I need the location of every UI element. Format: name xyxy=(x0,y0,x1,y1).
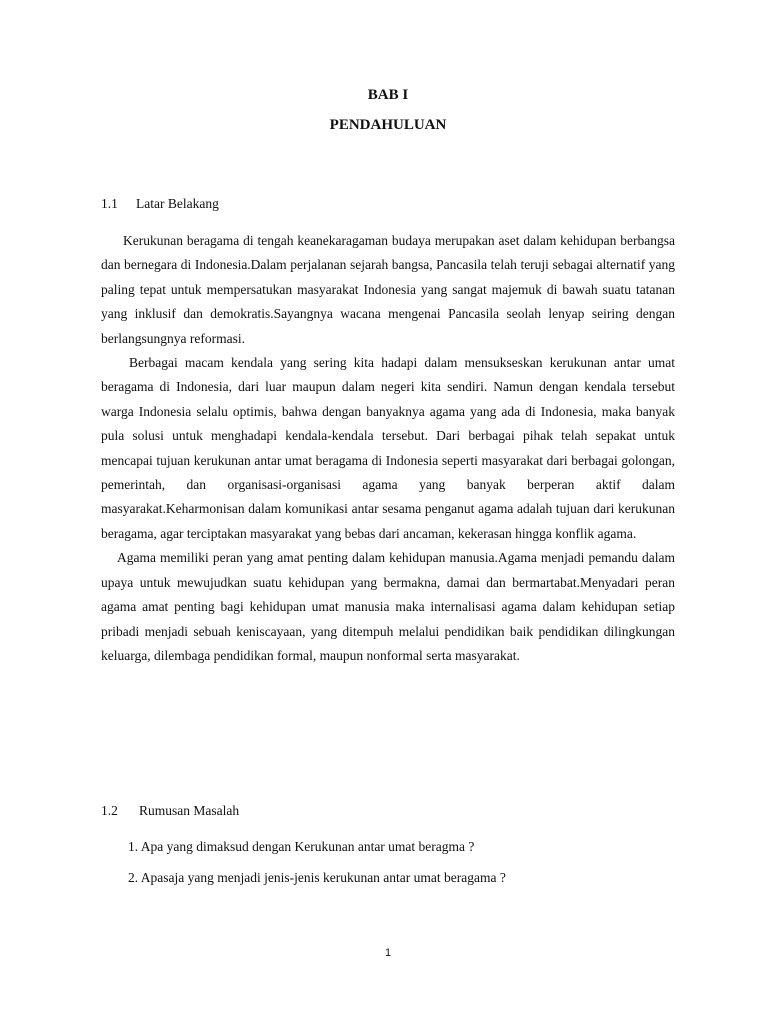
section-number: 1.1 xyxy=(101,196,118,211)
paragraph: Berbagai macam kendala yang sering kita hadapi dalam mensukseskan kerukunan antar umat beragama di Indonesia, dari luar maupun dalam negeri kita sendiri. Namun dengan kendala tersebut warga Indonesia selalu optimis, bahwa dengan banyaknya agama yang ada di Indonesia, maka banyak pula solusi untuk menghadapi kendala-kendala tersebut. Dari berbagai pihak telah sepakat untuk mencapai tujuan kerukunan antar umat beragama di Indonesia seperti masyarakat dari berbagai golongan, pemerintah, dan organisasi-organisasi agama yang banyak berperan aktif dalam masyarakat.Keharmonisan dalam komunikasi antar sesama penganut agama adalah tujuan dari kerukunan beragama, agar terciptakan masyarakat yang bebas dari ancaman, kekerasan hingga konflik agama. xyxy=(101,355,675,541)
section-number: 1.2 xyxy=(101,803,118,818)
paragraph: Agama memiliki peran yang amat penting dalam kehidupan manusia.Agama menjadi pemandu dalam upaya untuk mewujudkan suatu kehidupan yang bermakna, damai dan bermartabat.Menyadari peran agama amat penting bagi kehidupan umat manusia maka internalisasi agama dalam kehidupan setiap pribadi menjadi sebuah keniscayaan, yang ditempuh melalui pendidikan baik pendidikan dilingkungan keluarga, dilembaga pendidikan formal, maupun nonformal serta masyarakat. xyxy=(101,550,675,663)
section-heading-1-2 xyxy=(101,803,239,819)
chapter-number: BAB I xyxy=(367,87,409,103)
chapter-title: PENDAHULUAN xyxy=(329,117,447,133)
list-item: 1. Apa yang dimaksud dengan Kerukunan antar umat beragma ? xyxy=(128,839,475,854)
problem-list xyxy=(128,839,506,901)
page-number: 1 xyxy=(384,947,392,959)
list-item: 2. Apasaja yang menjadi jenis-jenis kerukunan antar umat beragama ? xyxy=(128,870,506,885)
paragraph: Kerukunan beragama di tengah keanekaragaman budaya merupakan aset dalam kehidupan berbangsa dan bernegara di Indonesia.Dalam perjalanan sejarah bangsa, Pancasila telah teruji sebagai alternatif yang paling tepat untuk mempersatukan masyarakat Indonesia yang sangat majemuk di bawah suatu tatanan yang inklusif dan demokratis.Sayangnya wacana mengenai Pancasila seolah lenyap seiring dengan berlangsungnya reformasi. xyxy=(101,233,675,346)
background-body xyxy=(101,229,675,668)
section-heading-1-1 xyxy=(101,196,219,212)
section-title: Rumusan Masalah xyxy=(139,803,240,818)
section-title: Latar Belakang xyxy=(136,196,219,211)
